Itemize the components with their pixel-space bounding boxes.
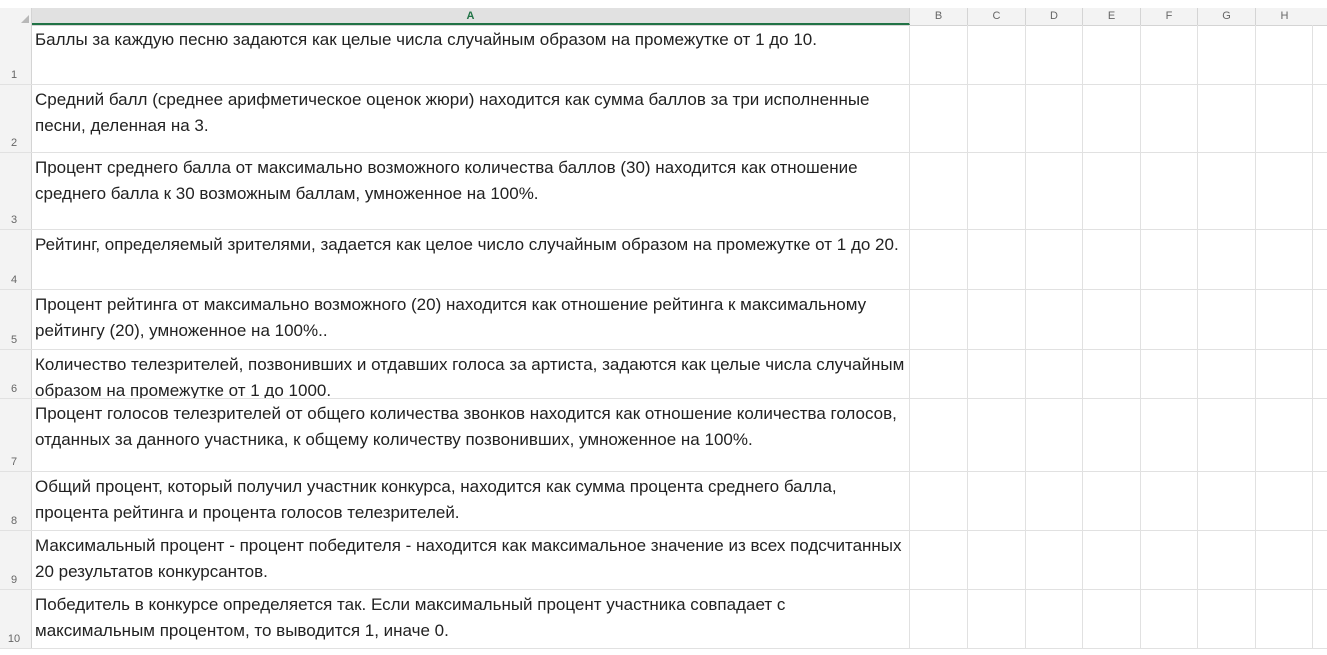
table-row: [0, 230, 1327, 290]
cell-a[interactable]: Общий процент, который получил участник конкурса, находится как сумма процента среднего балла, процента рейтинга и процента голосов телезрителей.: [32, 472, 910, 530]
cell-g[interactable]: [1198, 25, 1256, 84]
cell-c[interactable]: [968, 590, 1026, 648]
cell-h[interactable]: [1256, 230, 1313, 289]
cell-d[interactable]: [1026, 230, 1083, 289]
cell-d[interactable]: [1026, 25, 1083, 84]
cell-c[interactable]: [968, 85, 1026, 152]
cell-d[interactable]: [1026, 472, 1083, 530]
cell-b[interactable]: [910, 399, 968, 471]
column-header-f[interactable]: F: [1141, 8, 1198, 25]
cell-a[interactable]: Баллы за каждую песню задаются как целые числа случайным образом на промежутке от 1 до 10.: [32, 25, 910, 84]
table-row: [0, 85, 1327, 153]
column-header-row: [0, 8, 1327, 26]
row-header[interactable]: 1: [0, 25, 32, 84]
cell-g[interactable]: [1198, 85, 1256, 152]
column-header-b[interactable]: B: [910, 8, 968, 25]
table-row: [0, 472, 1327, 531]
cell-i[interactable]: [1313, 399, 1327, 471]
cell-f[interactable]: [1141, 350, 1198, 398]
cell-a[interactable]: Средний балл (среднее арифметическое оценок жюри) находится как сумма баллов за три исполненные песни, деленная на 3.: [32, 85, 910, 152]
table-row: [0, 153, 1327, 230]
cell-h[interactable]: [1256, 590, 1313, 648]
cell-i[interactable]: [1313, 290, 1327, 349]
cell-g[interactable]: [1198, 472, 1256, 530]
row-header[interactable]: 4: [0, 230, 32, 289]
select-all-corner[interactable]: [0, 8, 32, 25]
cell-b[interactable]: [910, 230, 968, 289]
cell-h[interactable]: [1256, 399, 1313, 471]
cell-a[interactable]: Процент рейтинга от максимально возможного (20) находится как отношение рейтинга к максимальному рейтингу (20), умноженное на 100%..: [32, 290, 910, 349]
cell-f[interactable]: [1141, 290, 1198, 349]
column-header-c[interactable]: C: [968, 8, 1026, 25]
cell-a[interactable]: Рейтинг, определяемый зрителями, задается как целое число случайным образом на промежутке от 1 до 20.: [32, 230, 910, 289]
table-row: [0, 25, 1327, 85]
cell-e[interactable]: [1083, 25, 1141, 84]
cell-i[interactable]: [1313, 153, 1327, 229]
cell-g[interactable]: [1198, 399, 1256, 471]
cell-b[interactable]: [910, 531, 968, 589]
table-row: [0, 531, 1327, 590]
cell-f[interactable]: [1141, 230, 1198, 289]
rows-container: [0, 25, 1327, 649]
cell-g[interactable]: [1198, 290, 1256, 349]
cell-f[interactable]: [1141, 25, 1198, 84]
cell-i[interactable]: [1313, 25, 1327, 84]
cell-h[interactable]: [1256, 531, 1313, 589]
cell-e[interactable]: [1083, 531, 1141, 589]
cell-a[interactable]: Количество телезрителей, позвонивших и отдавших голоса за артиста, задаются как целые числа случайным образом на промежутке от 1 до 1000.: [32, 350, 910, 398]
top-strip: [0, 0, 1327, 8]
cell-g[interactable]: [1198, 590, 1256, 648]
cell-g[interactable]: [1198, 350, 1256, 398]
cell-c[interactable]: [968, 153, 1026, 229]
cell-c[interactable]: [968, 399, 1026, 471]
cell-c[interactable]: [968, 531, 1026, 589]
cell-e[interactable]: [1083, 290, 1141, 349]
cell-g[interactable]: [1198, 153, 1256, 229]
cell-b[interactable]: [910, 25, 968, 84]
cell-c[interactable]: [968, 25, 1026, 84]
cell-g[interactable]: [1198, 531, 1256, 589]
cell-h[interactable]: [1256, 290, 1313, 349]
cell-f[interactable]: [1141, 153, 1198, 229]
cell-h[interactable]: [1256, 350, 1313, 398]
cell-e[interactable]: [1083, 85, 1141, 152]
cell-d[interactable]: [1026, 399, 1083, 471]
cell-d[interactable]: [1026, 153, 1083, 229]
column-header-a[interactable]: A: [32, 8, 910, 25]
row-header[interactable]: 10: [0, 590, 32, 648]
cell-b[interactable]: [910, 472, 968, 530]
cell-i[interactable]: [1313, 472, 1327, 530]
table-row: [0, 290, 1327, 350]
cell-f[interactable]: [1141, 85, 1198, 152]
cell-i[interactable]: [1313, 590, 1327, 648]
cell-h[interactable]: [1256, 25, 1313, 84]
cell-d[interactable]: [1026, 350, 1083, 398]
cell-i[interactable]: [1313, 531, 1327, 589]
row-header[interactable]: 2: [0, 85, 32, 152]
cell-i[interactable]: [1313, 230, 1327, 289]
column-header-e[interactable]: E: [1083, 8, 1141, 25]
cell-f[interactable]: [1141, 472, 1198, 530]
cell-b[interactable]: [910, 153, 968, 229]
cell-b[interactable]: [910, 590, 968, 648]
column-header-h[interactable]: H: [1280, 10, 1289, 22]
table-row: [0, 399, 1327, 472]
cell-f[interactable]: [1141, 590, 1198, 648]
cell-e[interactable]: [1083, 153, 1141, 229]
table-row: [0, 350, 1327, 399]
cell-a[interactable]: Процент среднего балла от максимально возможного количества баллов (30) находится как отношение среднего балла к 30 возможным баллам, умноженное на 100%.: [32, 153, 910, 229]
cell-a[interactable]: Максимальный процент - процент победителя - находится как максимальное значение из всех подсчитанных 20 результатов конкурсантов.: [32, 531, 910, 589]
cell-a[interactable]: Победитель в конкурсе определяется так. Если максимальный процент участника совпадает с максимальным процентом, то выводится 1, иначе 0.: [32, 590, 910, 648]
row-header[interactable]: 9: [0, 531, 32, 589]
cell-f[interactable]: [1141, 399, 1198, 471]
cell-d[interactable]: [1026, 531, 1083, 589]
cell-d[interactable]: [1026, 290, 1083, 349]
table-row: [0, 590, 1327, 649]
row-header[interactable]: 3: [0, 153, 32, 229]
cell-c[interactable]: [968, 472, 1026, 530]
cell-b[interactable]: [910, 85, 968, 152]
cell-f[interactable]: [1141, 531, 1198, 589]
cell-b[interactable]: [910, 350, 968, 398]
cell-d[interactable]: [1026, 85, 1083, 152]
cell-e[interactable]: [1083, 590, 1141, 648]
cell-e[interactable]: [1083, 399, 1141, 471]
cell-e[interactable]: [1083, 350, 1141, 398]
column-header-g[interactable]: G: [1198, 8, 1256, 25]
cell-b[interactable]: [910, 290, 968, 349]
cell-d[interactable]: [1026, 590, 1083, 648]
cell-h[interactable]: [1256, 85, 1313, 152]
cell-i[interactable]: [1313, 350, 1327, 398]
cell-c[interactable]: [968, 350, 1026, 398]
row-header[interactable]: 5: [0, 290, 32, 349]
cell-a[interactable]: Процент голосов телезрителей от общего количества звонков находится как отношение количества голосов, отданных за данного участника, к общему количеству позвонивших, умноженное на 100%.: [32, 399, 910, 471]
cell-g[interactable]: [1198, 230, 1256, 289]
cell-i[interactable]: [1313, 85, 1327, 152]
row-header[interactable]: 6: [0, 350, 32, 398]
cell-c[interactable]: [968, 290, 1026, 349]
row-header[interactable]: 7: [0, 399, 32, 471]
cell-c[interactable]: [968, 230, 1026, 289]
cell-e[interactable]: [1083, 472, 1141, 530]
cell-h[interactable]: [1256, 472, 1313, 530]
column-header-d[interactable]: D: [1026, 8, 1083, 25]
cell-e[interactable]: [1083, 230, 1141, 289]
cell-h[interactable]: [1256, 153, 1313, 229]
row-header[interactable]: 8: [0, 472, 32, 530]
